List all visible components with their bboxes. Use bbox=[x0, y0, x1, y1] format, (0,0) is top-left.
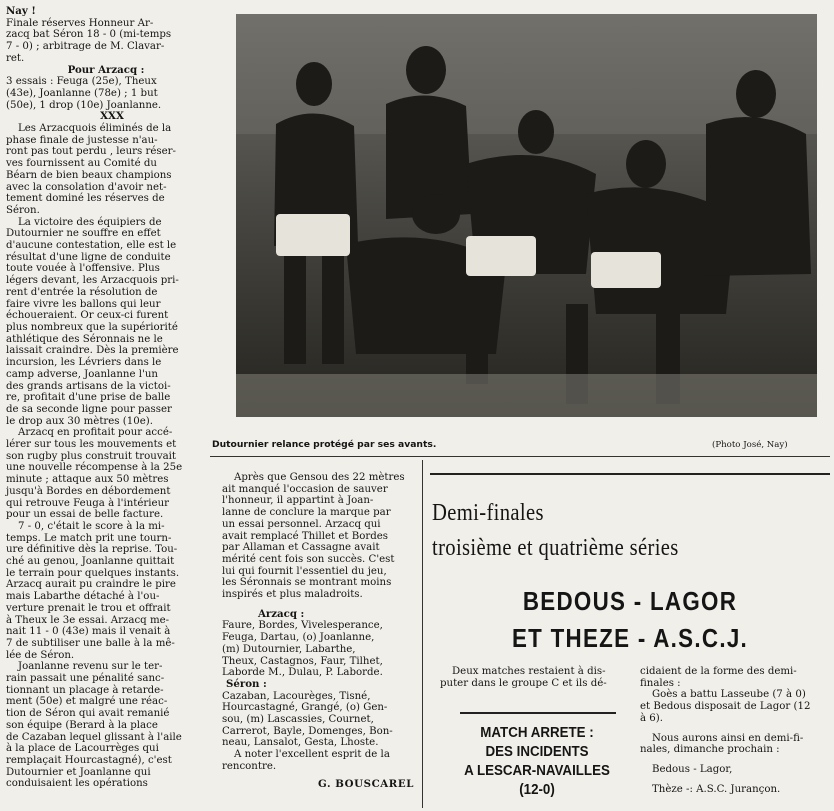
seron-lineup bbox=[222, 691, 414, 750]
text-line: son rugby plus construit trouvait bbox=[6, 450, 177, 462]
text-line: MATCH ARRETE : bbox=[480, 725, 594, 741]
text-line: lanne de conclure la marque par bbox=[222, 507, 391, 519]
text-line: lée de Séron. bbox=[6, 649, 75, 661]
text-line: Dutournier et Joanlanne qui bbox=[6, 766, 151, 778]
article-paragraph-4 bbox=[6, 521, 206, 661]
article-paragraph-2 bbox=[6, 217, 206, 428]
text-line: tement dominé les réserves de bbox=[6, 193, 165, 205]
text-line: ché au genou, Joanlanne quittait bbox=[6, 556, 175, 568]
text-line: 7 de subtiliser une balle à la mê- bbox=[6, 637, 175, 649]
column-left bbox=[6, 6, 206, 790]
text-line: Hourcastagné, Grangé, (o) Gen- bbox=[222, 702, 388, 714]
text-line: re, profitait d'une prise de balle bbox=[6, 392, 171, 404]
text-line: zacq bat Séron 18 - 0 (mi-temps bbox=[6, 29, 172, 41]
text-line: jusqu'à Bordes en débordement bbox=[6, 485, 171, 497]
text-line: (m) Dutournier, Labarthe, bbox=[222, 643, 356, 655]
box-top-rule bbox=[460, 712, 616, 714]
text-line: Béarn de bien beaux champions bbox=[6, 169, 172, 181]
text-line: mérité cent fois son succès. C'est bbox=[222, 553, 395, 565]
text-line: l'honneur, il appartint à Joan- bbox=[222, 495, 374, 507]
text-line: de sa seconde ligne pour passer bbox=[6, 403, 172, 415]
text-line: lui qui fournit l'essentiel du jeu, bbox=[222, 565, 387, 577]
text-line: Theux, Castagnos, Faur, Tilhet, bbox=[222, 655, 383, 667]
match-arrete-headline bbox=[440, 724, 633, 800]
text-line: Cazaban, Lacourèges, Tisné, bbox=[222, 690, 371, 702]
text-line: avec la consolation d'avoir net- bbox=[6, 181, 167, 193]
text-line: tionnant un placage à retarde- bbox=[6, 684, 164, 696]
article-paragraph-1 bbox=[6, 123, 206, 217]
text-line: lérer sur tous les mouvements et bbox=[6, 439, 177, 451]
text-line: finales : bbox=[640, 677, 681, 689]
demi-finales-intro bbox=[440, 666, 620, 689]
text-line: Goès a battu Lasseube (7 à 0) bbox=[652, 689, 806, 701]
text-line: (12-0) bbox=[519, 782, 555, 798]
text-line: neau, Lansalot, Gesta, Lhoste. bbox=[222, 737, 379, 749]
text-line: ret. bbox=[6, 52, 25, 64]
text-line: ves fournissent au Comité du bbox=[6, 158, 157, 170]
match-results bbox=[640, 689, 826, 724]
text-line: rent d'entrée la résolution de bbox=[6, 286, 158, 298]
text-line: Les Arzacquois éliminés de la bbox=[18, 123, 172, 135]
text-line: d'aucune contestation, elle est le bbox=[6, 240, 177, 252]
text-line: par Allaman et Cassagne avait bbox=[222, 542, 380, 554]
text-line: faire vivre les ballons qui leur bbox=[6, 298, 161, 310]
text-line: 7 - 0, c'était le score à la mi- bbox=[18, 520, 165, 532]
text-line: ure définitive dès la reprise. Tou- bbox=[6, 544, 178, 556]
demi-finales-continued bbox=[640, 666, 826, 689]
text-line: le drop aux 30 mètres (10e). bbox=[6, 415, 153, 427]
text-line: pour un essai de belle facture. bbox=[6, 509, 164, 521]
text-line: à la place de Lacourrèges qui bbox=[6, 743, 159, 755]
text-line: mais Labarthe détaché à l'ou- bbox=[6, 591, 160, 603]
text-line: Joanlanne revenu sur le ter- bbox=[18, 661, 163, 673]
text-line: 3 essais : Feuga (25e), Theux bbox=[6, 76, 157, 88]
text-line: Bedous - Lagor, bbox=[652, 763, 733, 775]
text-line: Thèze -: A.S.C. Jurançon. bbox=[652, 783, 781, 795]
text-line: phase finale de justesse n'au- bbox=[6, 134, 158, 146]
text-line: résultat d'une ligne de conduite bbox=[6, 251, 171, 263]
text-line: nait 11 - 0 (43e) mais il venait à bbox=[6, 626, 171, 638]
photo-illustration bbox=[236, 14, 817, 417]
rugby-match-photo bbox=[236, 14, 817, 417]
text-line: le terrain pour quelques instants. bbox=[6, 567, 180, 579]
next-fixtures-intro bbox=[640, 733, 826, 756]
text-line: (43e), Joanlanne (78e) ; 1 but bbox=[6, 87, 158, 99]
text-line: sou, (m) Lascassies, Cournet, bbox=[222, 714, 374, 726]
text-line: Après que Gensou des 22 mètres bbox=[234, 472, 405, 483]
article-paragraph-3 bbox=[6, 427, 206, 521]
vertical-rule bbox=[422, 460, 423, 808]
text-line: ait manqué l'occasion de sauver bbox=[222, 483, 388, 495]
text-line: A LESCAR-NAVAILLES bbox=[464, 763, 610, 779]
arzacq-lineup bbox=[222, 620, 414, 679]
text-line: 7 - 0) ; arbitrage de M. Clavar- bbox=[6, 41, 165, 53]
arzacq-lineup-heading: Arzacq : bbox=[258, 607, 305, 620]
note-paragraph bbox=[222, 749, 414, 772]
text-line: nales, dimanche prochain : bbox=[640, 744, 780, 756]
text-line: minute ; attaque aux 50 mètres bbox=[6, 474, 169, 486]
text-line: les Séronnais se montrant moins bbox=[222, 577, 392, 589]
seron-lineup-heading: Séron : bbox=[226, 677, 267, 690]
text-line: Dutournier ne souffre en effet bbox=[6, 228, 161, 240]
photo-credit: (Photo José, Nay) bbox=[712, 440, 788, 450]
text-line: Séron. bbox=[6, 204, 40, 216]
text-line: Faure, Bordes, Vivelesperance, bbox=[222, 620, 383, 632]
text-line: à Theux le 3e essai. Arzacq me- bbox=[6, 614, 170, 626]
text-line: Carrerot, Bayle, Domenges, Bon- bbox=[222, 725, 393, 737]
text-line: toute vouée à l'offensive. Plus bbox=[6, 263, 160, 275]
text-line: tion de Séron qui avait remanié bbox=[6, 708, 170, 720]
text-line: Nous aurons ainsi en demi-fi- bbox=[652, 732, 804, 744]
text-line: Arzacq aurait pu craindre le pire bbox=[6, 579, 176, 591]
headline-theze-ascj: ET THEZE - A.S.C.J. bbox=[511, 623, 749, 653]
text-line: Arzacq en profitait pour accé- bbox=[18, 427, 173, 439]
text-line: laissait craindre. Dès la première bbox=[6, 345, 179, 357]
text-line: rencontre. bbox=[222, 760, 277, 772]
text-line: remplaçait Hourcastagné), c'est bbox=[6, 755, 172, 766]
text-line: un essai personnel. Arzacq qui bbox=[222, 518, 381, 530]
article-paragraph-5 bbox=[6, 661, 206, 790]
pour-arzacq-heading: Pour Arzacq : bbox=[67, 63, 145, 76]
text-line: DES INCIDENTS bbox=[485, 744, 589, 760]
text-line: des grands artisans de la victoi- bbox=[6, 380, 171, 392]
text-line: Laborde M., Dulau, P. Laborde. bbox=[222, 667, 383, 679]
horizontal-rule bbox=[210, 456, 830, 457]
right-column-b bbox=[640, 666, 826, 795]
text-line: incursion, les Lévriers dans le bbox=[6, 357, 162, 369]
photo-caption: Dutournier relance protégé par ses avants. bbox=[212, 439, 437, 450]
right-column-a bbox=[440, 666, 620, 689]
headline-bedous-lagor: BEDOUS - LAGOR bbox=[522, 586, 738, 616]
text-line: plus nombreux que la supériorité bbox=[6, 321, 178, 333]
text-line: conduisaient les opérations bbox=[6, 778, 148, 790]
text-line: ment (50e) et malgré une réac- bbox=[6, 696, 168, 708]
text-line: camp adverse, Joanlanne l'un bbox=[6, 368, 158, 380]
scorers-paragraph bbox=[6, 76, 206, 111]
text-line: rain passait une pénalité sanc- bbox=[6, 673, 165, 685]
text-line: (50e), 1 drop (10e) Joanlanne. bbox=[6, 99, 162, 111]
text-line: à 6). bbox=[640, 712, 664, 724]
section-top-rule bbox=[430, 473, 830, 475]
author-signature: G. BOUSCAREL bbox=[318, 777, 414, 790]
intro-paragraph bbox=[6, 18, 206, 65]
text-line: A noter l'excellent esprit de la bbox=[234, 749, 390, 761]
text-line: puter dans le groupe C et ils dé- bbox=[440, 677, 607, 689]
fixture-theze-jurancon bbox=[640, 784, 826, 796]
section-separator: XXX bbox=[100, 110, 124, 123]
text-line: avait remplacé Thillet et Bordes bbox=[222, 530, 388, 542]
text-line: inspirés et plus maladroits. bbox=[222, 589, 363, 601]
text-line: son équipe (Berard à la place bbox=[6, 719, 158, 731]
conclusion-paragraph bbox=[222, 472, 414, 601]
headline-demi-finales: Demi-finales bbox=[432, 500, 544, 526]
text-line: cidaient de la forme des demi- bbox=[640, 666, 797, 677]
text-line: Feuga, Dartau, (o) Joanlanne, bbox=[222, 632, 375, 644]
text-line: légers devant, les Arzacquois pri- bbox=[6, 275, 179, 287]
text-line: athlétique des Séronnais ne le bbox=[6, 333, 163, 345]
text-line: de Cazaban lequel glissant à l'aile bbox=[6, 731, 182, 743]
text-line: ront pas tout perdu , leurs réser- bbox=[6, 146, 176, 158]
text-line: temps. Le match prit une tourn- bbox=[6, 532, 172, 544]
text-line: et Bedous disposait de Lagor (12 bbox=[640, 701, 811, 713]
text-line: Finale réserves Honneur Ar- bbox=[6, 17, 154, 29]
column-middle bbox=[222, 472, 414, 790]
text-line: une nouvelle récompense à la 25e bbox=[6, 462, 183, 474]
nay-heading: Nay ! bbox=[6, 5, 36, 17]
text-line: verture prenait le trou et offrait bbox=[6, 602, 171, 614]
fixture-bedous-lagor bbox=[640, 764, 826, 776]
headline-series: troisième et quatrième séries bbox=[432, 535, 679, 561]
text-line: Deux matches restaient à dis- bbox=[452, 666, 606, 677]
text-line: qui retrouve Feuga à l'intérieur bbox=[6, 497, 169, 509]
text-line: La victoire des équipiers de bbox=[18, 216, 162, 228]
text-line: échoueraient. Or ceux-ci furent bbox=[6, 310, 169, 322]
